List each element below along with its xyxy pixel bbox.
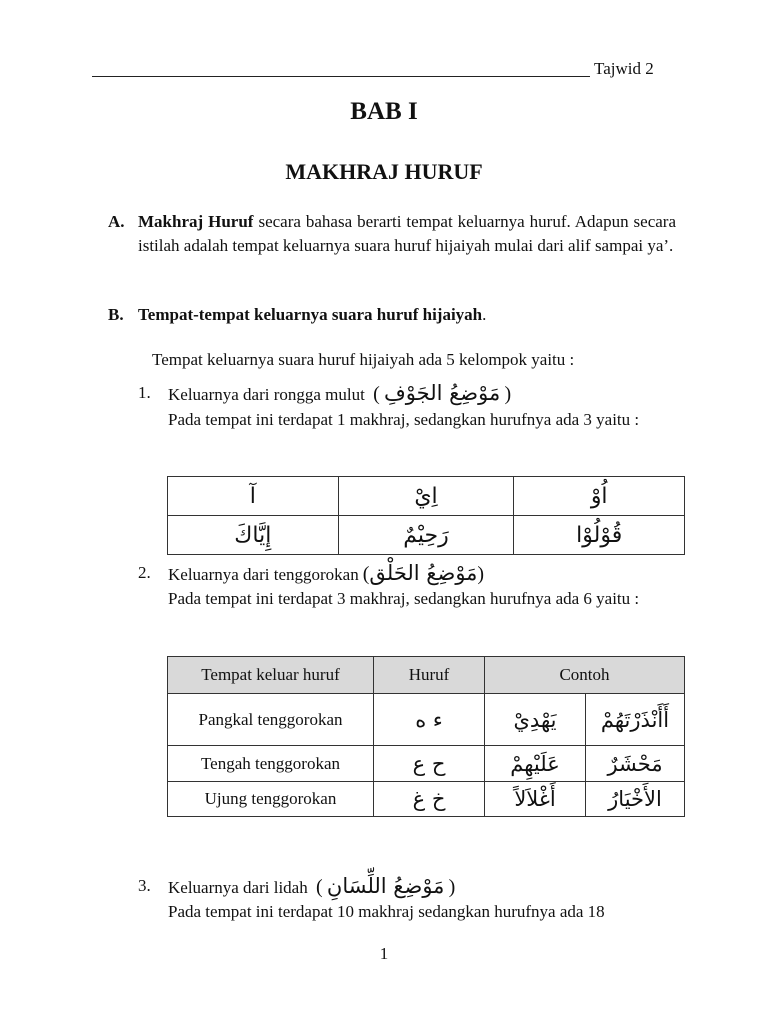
item3-desc: Pada tempat ini terdapat 10 makhraj sedangkan hurufnya ada 18 [168,902,605,921]
section-a-term: Makhraj Huruf [138,212,254,231]
table-cell: اُوْ [514,477,685,516]
section-b-heading-line [138,303,676,327]
table-cell-example: الأَخْيَارُ [586,782,685,817]
page-number: 1 [379,944,389,963]
item1-table [167,476,685,555]
section-a-paragraph [138,210,676,258]
table-cell: آ [168,477,339,516]
item3-number: 3. [138,876,151,895]
table-cell-example: مَحْشَرٌ [586,746,685,782]
item2-title: Keluarnya dari tenggorokan [168,565,359,584]
item2-paren-open: ( [362,563,370,585]
table-header-letters: Huruf [374,657,485,694]
header-rule [92,76,590,77]
section-b-heading-end: . [482,305,487,324]
item1-title-line [168,381,511,407]
table-row [168,782,685,817]
section-b-heading: Tempat-tempat keluarnya suara huruf hijaiyah [138,305,483,324]
item3-paren-close: ) [448,876,456,898]
table-cell: قُوْلُوْا [514,516,685,555]
table-cell-place: Pangkal tenggorokan [168,694,374,746]
table-cell-place: Tengah tenggorokan [168,746,374,782]
item1-examples-row [168,516,685,555]
item2-table [167,656,685,817]
item2-paren-close: ) [477,563,485,585]
item3-arabic: مَوْضِعُ اللِّسَانِ [326,874,445,898]
item1-paren-open: ( [373,383,380,405]
item3-title-line [168,874,455,900]
table-header-examples: Contoh [485,657,685,694]
item1-number: 1. [138,383,151,402]
table-cell-letters: ح ع [374,746,485,782]
table-cell: إِيَّاكَ [168,516,339,555]
table-cell-example: أَأَنْذَرْتَهُمْ [586,694,685,746]
item1-letters-row [168,477,685,516]
table-cell-letters: خ غ [374,782,485,817]
item1-paren-close: ) [504,383,512,405]
page-title: MAKHRAJ HURUF [285,159,483,184]
item2-title-line [168,561,484,587]
item2-arabic: مَوْضِعُ الحَلْق [369,561,478,585]
item3-title: Keluarnya dari lidah [168,878,308,897]
table-row [168,694,685,746]
chapter-title: BAB I [350,98,418,125]
item1-title: Keluarnya dari rongga mulut [168,385,365,404]
header-label: Tajwid 2 [594,59,654,78]
table-cell: اِيْ [338,477,514,516]
section-a-marker: A. [108,212,125,231]
item2-desc: Pada tempat ini terdapat 3 makhraj, sedangkan hurufnya ada 6 yaitu : [168,589,640,608]
table-header-place: Tempat keluar huruf [168,657,374,694]
item1-desc: Pada tempat ini terdapat 1 makhraj, sedangkan hurufnya ada 3 yaitu : [168,410,640,429]
table-row [168,746,685,782]
item1-arabic: مَوْضِعُ الجَوْفِ [384,381,501,405]
table-cell-example: أَغْلاَلاً [485,782,586,817]
item3-paren-open: ( [315,876,323,898]
intro-text: Tempat keluarnya suara huruf hijaiyah ada 5 kelompok yaitu : [152,350,575,369]
item2-number: 2. [138,563,151,582]
section-a-text: secara bahasa berarti tempat keluarnya huruf. Adapun secara istilah adalah tempat keluarnya suara huruf hijaiyah mulai dari alif sampai ya’. [138,212,677,255]
section-b-marker: B. [108,305,124,324]
table-cell: رَحِيْمٌ [338,516,514,555]
item2-header-row [168,657,685,694]
table-cell-example: يَهْدِيْ [485,694,586,746]
table-cell-example: عَلَيْهِمْ [485,746,586,782]
table-cell-place: Ujung tenggorokan [168,782,374,817]
table-cell-letters: ء ه [374,694,485,746]
